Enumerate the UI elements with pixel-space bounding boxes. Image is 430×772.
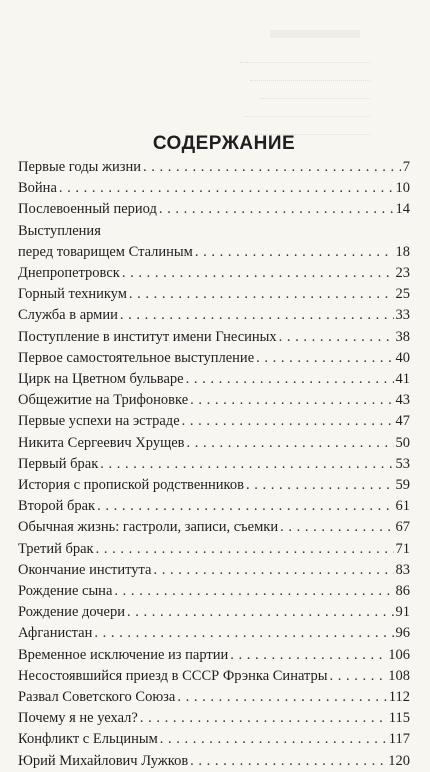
- toc-leader-dots: [129, 284, 394, 305]
- toc-page-number: 47: [395, 413, 410, 430]
- toc-page-number: 18: [395, 243, 410, 260]
- toc-entry: [18, 327, 410, 348]
- toc-page-number: 71: [395, 540, 410, 557]
- toc-entry: [18, 475, 410, 496]
- toc-entry-title: Днепропетровск: [18, 265, 120, 282]
- toc-title: СОДЕРЖАНИЕ: [152, 133, 296, 154]
- toc-leader-dots: [279, 327, 394, 348]
- toc-page-number: 10: [395, 180, 410, 197]
- toc-page-number: 25: [395, 286, 410, 303]
- toc-page-number: 108: [388, 667, 410, 684]
- toc-entry: [18, 178, 410, 199]
- toc-entry: [18, 666, 410, 687]
- toc-entry-title: Второй брак: [18, 498, 96, 515]
- toc-page-number: 14: [395, 201, 410, 218]
- bleed-through-line: [245, 116, 370, 127]
- toc-page-number: 91: [395, 604, 410, 621]
- toc-entry: [18, 411, 410, 432]
- toc-entry-title: Почему я не уехал?: [18, 710, 138, 727]
- toc-leader-dots: [230, 645, 386, 666]
- toc-entry: [18, 263, 410, 284]
- toc-entry-title: Первые годы жизни: [18, 159, 141, 175]
- toc-leader-dots: [143, 157, 401, 178]
- toc-entry: [18, 560, 410, 581]
- toc-entry-title: Окончание института: [18, 561, 152, 578]
- toc-entry: [18, 496, 410, 517]
- toc-entry: [18, 390, 410, 411]
- toc-entry-title-lead: Выступления: [18, 222, 101, 239]
- toc-entry-title: Рождение дочери: [18, 604, 125, 621]
- toc-leader-dots: [114, 581, 393, 602]
- toc-entry-title: Война: [18, 180, 57, 197]
- toc-entry: [18, 348, 410, 369]
- toc-entry-title: Поступление в институт имени Гнесиных: [18, 328, 277, 345]
- toc-page-number: 41: [395, 371, 410, 388]
- toc-entry-title: Цирк на Цветном бульваре: [18, 371, 184, 388]
- toc-entry: [18, 751, 410, 772]
- toc-entry-title: История с пропиской родственников: [18, 477, 244, 494]
- toc-page-number: 86: [395, 583, 410, 600]
- toc-entry: [18, 433, 410, 454]
- toc-entry-title: Рождение сына: [18, 583, 113, 600]
- toc-entry: [18, 581, 410, 602]
- toc-leader-dots: [190, 751, 386, 772]
- toc-leader-dots: [154, 560, 394, 581]
- toc-leader-dots: [96, 539, 394, 560]
- toc-entry: [18, 623, 410, 644]
- toc-entry-title: Афганистан: [18, 625, 93, 642]
- toc-leader-dots: [177, 687, 386, 708]
- bleed-through-text: [0, 0, 430, 140]
- toc-entry-title: Временное исключение из партии: [18, 646, 229, 663]
- toc-leader-dots: [280, 517, 393, 538]
- toc-page-number: 120: [388, 752, 410, 769]
- toc-leader-dots: [100, 454, 393, 475]
- toc-page-number: 106: [388, 646, 410, 663]
- toc-leader-dots: [59, 178, 394, 199]
- toc-page-number: 112: [388, 689, 410, 706]
- toc-entry: [18, 369, 410, 390]
- toc-page-number: 67: [395, 519, 410, 536]
- toc-leader-dots: [159, 199, 394, 220]
- toc-entry: [18, 602, 410, 623]
- toc-entry: [18, 645, 410, 666]
- table-of-contents: [18, 133, 410, 772]
- toc-entry-title: Третий брак: [18, 540, 94, 557]
- bleed-through-header: [270, 30, 360, 38]
- toc-entry: [18, 221, 410, 263]
- toc-page-number: 33: [395, 307, 410, 324]
- toc-entry: [18, 305, 410, 326]
- toc-entry-title: Служба в армии: [18, 307, 118, 324]
- toc-leader-dots: [94, 623, 393, 644]
- toc-page-number: 83: [395, 561, 410, 578]
- toc-entry-title: Послевоенный период: [18, 201, 157, 218]
- bleed-through-line: [260, 98, 370, 109]
- toc-leader-dots: [256, 348, 393, 369]
- toc-page-number: 40: [395, 349, 410, 366]
- toc-leader-dots: [120, 305, 394, 326]
- toc-page-number: 115: [388, 710, 410, 727]
- toc-leader-dots: [187, 433, 394, 454]
- toc-leader-dots: [246, 475, 394, 496]
- toc-page-number: 7: [402, 159, 410, 175]
- toc-leader-dots: [122, 263, 394, 284]
- toc-entry-title: Юрий Михайлович Лужков: [18, 752, 189, 769]
- toc-page-number: 53: [395, 455, 410, 472]
- toc-entry: [18, 539, 410, 560]
- toc-entry-title: Никита Сергеевич Хрущев: [18, 434, 185, 451]
- toc-leader-dots: [97, 496, 393, 517]
- toc-leader-dots: [140, 708, 387, 729]
- toc-entry: [18, 199, 410, 220]
- toc-page-number: 23: [395, 265, 410, 282]
- toc-page-number: 117: [388, 731, 410, 748]
- toc-entry-title: Первый брак: [18, 455, 99, 472]
- toc-entry: [18, 454, 410, 475]
- toc-page-number: 50: [395, 434, 410, 451]
- toc-leader-dots: [195, 242, 394, 263]
- toc-entry-title: Конфликт с Ельциным: [18, 731, 158, 748]
- bleed-through-line: [250, 80, 370, 91]
- toc-entry-title: Общежитие на Трифоновке: [18, 392, 189, 409]
- toc-entry-title: Горный техникум: [18, 286, 127, 303]
- toc-page-number: 59: [395, 477, 410, 494]
- toc-leader-dots: [330, 666, 387, 687]
- bleed-through-line: [240, 62, 370, 73]
- toc-leader-dots: [190, 390, 393, 411]
- toc-entry-title: Первое самостоятельное выступление: [18, 349, 255, 366]
- toc-leader-dots: [186, 369, 394, 390]
- toc-page-number: 61: [395, 498, 410, 515]
- toc-entry: [18, 517, 410, 538]
- toc-entry: [18, 729, 410, 750]
- toc-entry-title: Первые успехи на эстраде: [18, 413, 180, 430]
- toc-page-number: 96: [395, 625, 410, 642]
- toc-entries: [18, 157, 410, 772]
- toc-entry-title: Обычная жизнь: гастроли, записи, съемки: [18, 519, 279, 536]
- toc-leader-dots: [127, 602, 394, 623]
- toc-entry: [18, 687, 410, 708]
- toc-entry-title: Развал Советского Союза: [18, 689, 176, 706]
- toc-entry-title: перед товарищем Сталиным: [18, 243, 193, 260]
- toc-entry: [18, 157, 410, 178]
- toc-entry: [18, 708, 410, 729]
- toc-page-number: 43: [395, 392, 410, 409]
- toc-entry-title: Несостоявшийся приезд в СССР Фрэнка Синатры: [18, 667, 328, 684]
- toc-leader-dots: [160, 729, 387, 750]
- toc-page-number: 38: [395, 328, 410, 345]
- toc-leader-dots: [182, 411, 394, 432]
- toc-entry: [18, 284, 410, 305]
